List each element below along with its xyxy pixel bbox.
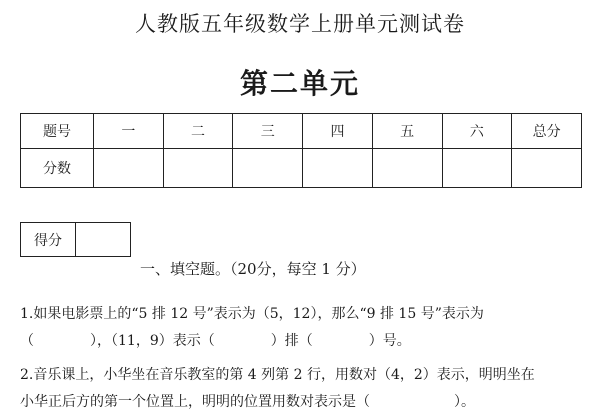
header-cell-3: 三 [233,114,303,149]
header-cell-5: 五 [372,114,442,149]
question-2-line-1: 2.音乐课上，小华坐在音乐教室的第 4 列第 2 行，用数对（4，2）表示，明明坐在 [20,367,535,383]
header-cell-6: 六 [442,114,512,149]
score-table-header-row [21,114,582,149]
section-score-box [20,222,131,257]
header-cell-2: 二 [163,114,233,149]
score-cell-total [512,149,582,188]
score-cell-6 [442,149,512,188]
header-cell-total: 总分 [512,114,582,149]
score-cell-2 [163,149,233,188]
score-table [20,113,582,188]
header-cell-4: 四 [303,114,373,149]
score-cell-1 [94,149,164,188]
score-cell-4 [303,149,373,188]
document-title: 人教版五年级数学上册单元测试卷 [135,12,465,36]
section-heading-fill-blank: 一、填空题。（20分，每空 1 分） [140,260,366,278]
question-1-line-2: （ ），（11，9）表示（ ）排（ ）号。 [20,333,411,349]
question-2-line-2: 小华正后方的第一个位置上，明明的位置用数对表示是（ ）。 [20,394,475,410]
header-cell-1: 一 [94,114,164,149]
score-cell-3 [233,149,303,188]
unit-title: 第二单元 [239,67,360,100]
score-table-score-row [21,149,582,188]
header-cell-question-no: 题号 [21,114,94,149]
score-cell-5 [372,149,442,188]
section-score-cell [76,223,131,257]
score-row-label: 分数 [21,149,94,188]
question-1-line-1: 1.如果电影票上的“5 排 12 号”表示为（5，12），那么“9 排 15 号”表示为 [20,306,484,322]
section-score-label: 得分 [21,223,76,257]
